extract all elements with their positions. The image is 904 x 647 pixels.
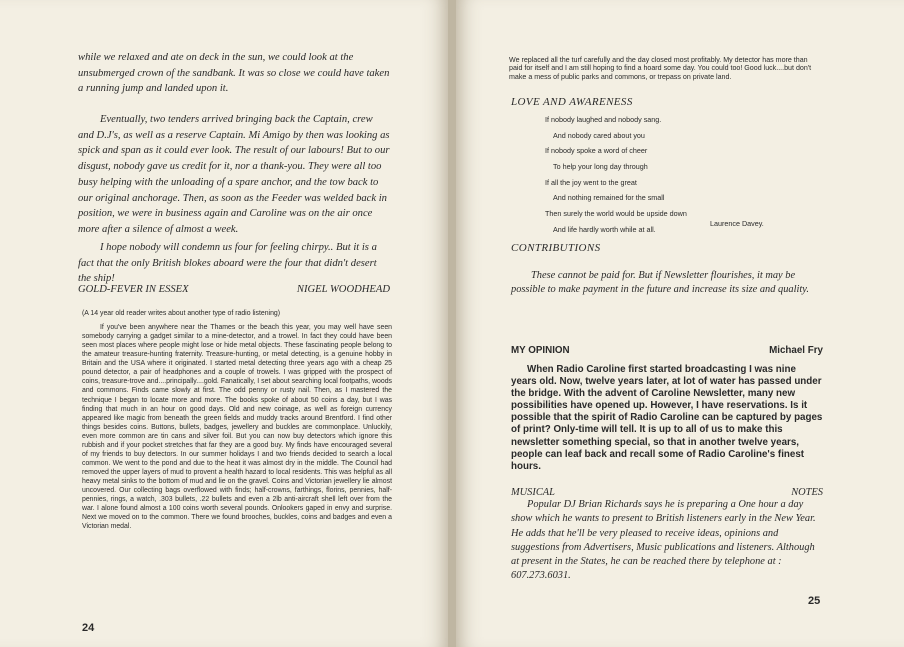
poem-author: Laurence Davey.	[710, 219, 764, 228]
contributions-text: These cannot be paid for. But if Newsletter flourishes, it may be possible to make payment in the future and increase its size and quality.	[511, 270, 809, 296]
left-page	[0, 0, 448, 647]
poem-line: If all the joy went to the great	[545, 177, 637, 187]
poem-line: If nobody spoke a word of cheer	[545, 146, 648, 156]
opinion-title: MY OPINION	[511, 345, 570, 356]
turf-paragraph: We replaced all the turf carefully and the day closed most profitably. My detector has more than paid for itself and I am still hoping to find a hoard some day. You could too! Good luck....but don't make a mess of public parks and commons, or trepass on private land.	[509, 56, 812, 81]
article-title: GOLD-FEVER IN ESSEX	[78, 284, 189, 295]
spine-gutter	[448, 0, 456, 647]
poem-line: And nothing remained for the small	[553, 193, 665, 203]
poem-line: If nobody laughed and nobody sang.	[545, 115, 662, 124]
page-number-right: 25	[808, 595, 821, 607]
opinion-text: When Radio Caroline first started broadcasting I was nine years old. Now, twelve years later, at lot of water has passed under the bridge. With the advent of Caroline Newsletter, many new possibilities have opened up. However, I have reservations. Is it possible that the spirit of Radio Caroline can be captured by pages of print? Only-time will tell. It is up to all of us to make this newsletter something special, so that in another twelve years, people can leaf back and recall some of Radio Caroline's finest hours.	[511, 364, 823, 472]
poem-line: To help your long day through	[553, 162, 648, 172]
tenders-paragraph: Eventually, two tenders arrived bringing back the Captain, crew and D.J's, as well as a reserve Captain. Mi Amigo by then was looking as spick and span as it could ever look. The result of our labours! But to our disgust, nobody gave us credit for it, nor a thank-you. They were all too busy helping with the unloading of a spare anchor, and the tow back to our original anchorage. Then, as soon as the Feeder was welded back in position, we were in business again and Caroline was on the air once more after a silence of almost a week.	[78, 114, 390, 235]
musical-text: Popular DJ Brian Richards says he is preparing a One hour a day show which he wants to present to British listeners early in the New Year. He adds that he'll be very pleased to receive ideas, opinions and suggestions from Advertisers, Music publications and listeners. Although at present in the States, he can be reached there by telephone at : 607.273.6031.	[511, 499, 816, 582]
article-heading	[78, 284, 390, 295]
notes-label: NOTES	[791, 487, 823, 498]
article-subnote: (A 14 year old reader writes about another type of radio listening)	[82, 310, 281, 317]
chirpy-paragraph: I hope nobody will condemn us four for feeling chirpy.. But it is a fact that the only British blokes aboard were the four that didn't desert the ship!	[78, 242, 377, 285]
article-author: NIGEL WOODHEAD	[296, 284, 390, 295]
musical-heading	[511, 487, 823, 498]
poem	[545, 115, 805, 241]
page-number-left: 24	[82, 622, 95, 634]
article-body: If you've been anywhere near the Thames or the beach this year, you may well have seen somebody carrying a gadget similar to a mine-detector, and a trowel. In fact they could have been seen most places where people might lose or hide metal objects. These fascinating people belong to the amateur treasure-hunting fraternity. Treasure-hunting, or metal detecting, is a genuine hobby in Britain and the USA where it originated. I started metal detecting three years ago with a cheap 25 pound detector, a pair of headphones and a couple of trowels. I was gripped with the prospect of coins, treasure-trove and....principally....gold. Fanatically, I set about searching local footpaths, woods and commons. Finds came slowly at first. The odd penny or rusty nail. Then, as I mastered the technique I began to locate more and more. The books spoke of about 50 coins a day, but I was finding that much in an hour on good days. Old and new coinage, as well as foreign currency appeared like magic from beneath the green fields and muddy tracks around Brentford. I find other things besides coins. Buttons, bullets, badges, jewellery and buckles are commonplace. Unluckily, even more common are tin cans and silver foil. But you can now buy detectors which ignore this rubbish and if your pocket stretches that far they are a good buy. My finds have encouraged several of my friends to buy detectors. In our summer holidays I and two friends decided to search a local common. We went to the pond and due to the heat it was almost dry in the middle. The Council had removed the upper layers of mud to provent a health hazard to local residents. This was helpful as all heavy metal sinks to the bottom of mud and lie on the gravel. Coins and Victorian jewellery lie almost uncovered. Our collecting bags overflowed with finds; half-crowns, farthings, florins, pennies, half-pennies, rings, a watch, .303 bullets, .22 bullets and even a 2lb anti-aircraft shell left over from the war. I alone found almost a 100 coins worth several pounds. Onlookers gaped in envy and surprise. Next we moved on to the common. There we found brooches, buckles, coins and badges and even a Victorian medal.	[82, 324, 392, 531]
poem-line: And nobody cared about you	[553, 130, 645, 140]
poem-line: Then surely the world would be upside down	[545, 209, 687, 219]
musical-label: MUSICAL	[511, 487, 555, 498]
poem-title: LOVE AND AWARENESS	[511, 96, 633, 108]
contributions-title: CONTRIBUTIONS	[511, 242, 601, 254]
opinion-author: Michael Fry	[769, 345, 823, 356]
poem-line: And life hardly worth while at all.	[553, 224, 656, 234]
intro-paragraph: while we relaxed and ate on deck in the sun, we could look at the unsubmerged crown of the sandbank. It was so close we could have taken a running jump and landed upon it.	[78, 52, 390, 95]
right-page	[456, 0, 904, 647]
opinion-heading	[511, 345, 823, 356]
